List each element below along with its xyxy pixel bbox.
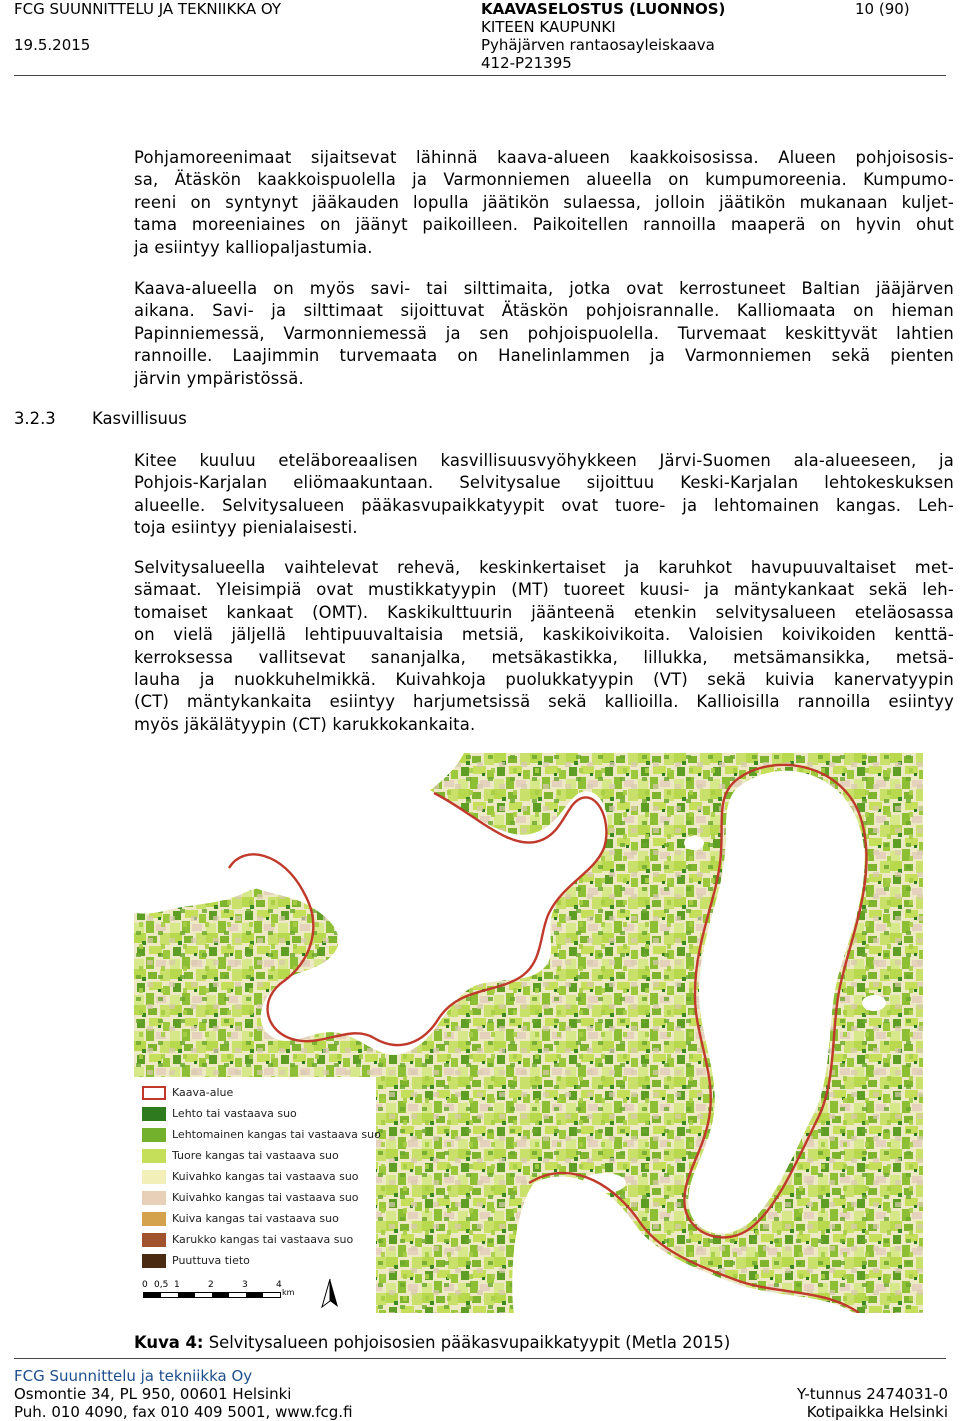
footer-divider [14, 1358, 946, 1359]
legend-swatch [142, 1191, 166, 1205]
header-divider [14, 75, 946, 76]
header-date: 19.5.2015 [14, 36, 91, 54]
header-doc-type: KAAVASELOSTUS (LUONNOS) [481, 0, 726, 18]
map-legend: Kaava-alue Lehto tai vastaava suo Lehtomainen kangas tai vastaava suo Tuore kangas tai vastaava suo Kuivahko kangas tai vastaava suo Kuivahko kangas tai vastaava suo Kuiva kangas tai vastaava suo Karukko kangas tai vastaava suo Puuttuva tieto 0 0,5 1 2 3 4 km [134, 1077, 376, 1313]
north-arrow-icon [318, 1277, 342, 1313]
header-company: FCG SUUNNITTELU JA TEKNIIKKA OY [14, 0, 282, 18]
caption-label: Kuva 4: [134, 1333, 204, 1352]
legend-swatch [142, 1107, 166, 1121]
legend-swatch [142, 1086, 166, 1100]
legend-swatch [142, 1254, 166, 1268]
section-title: Kasvillisuus [92, 409, 187, 428]
header-municipality: KITEEN KAUPUNKI [481, 18, 616, 36]
legend-swatch [142, 1212, 166, 1226]
footer-domicile: Kotipaikka Helsinki [806, 1403, 948, 1421]
legend-swatch [142, 1170, 166, 1184]
section-number: 3.2.3 [14, 409, 56, 428]
caption-text: Selvitysalueen pohjoisosien pääkasvupaikkatyypit (Metla 2015) [208, 1333, 731, 1352]
footer-company: FCG Suunnittelu ja tekniikka Oy [14, 1367, 253, 1385]
legend-swatch [142, 1149, 166, 1163]
figure-caption [134, 1332, 730, 1354]
footer-business-id: Y-tunnus 2474031-0 [796, 1385, 948, 1403]
paragraph-vegetation-1: Kitee kuuluu eteläboreaalisen kasvillisuusvyöhykkeen Järvi-Suomen ala-alueeseen, ja Pohjois-Karjalan eliömaakuntaan. Selvitysalue sijoittuu Keski-Karjalan lehtokeskuksen alueelle. Selvitysalueen pääkasvupaikkatyypit ovat tuore- ja lehtomainen kangas. Leh- toja esiintyy pienialaisesti. [134, 451, 954, 538]
legend-swatch [142, 1128, 166, 1142]
header-project-no: 412-P21395 [481, 54, 572, 72]
scale-bar: 0 0,5 1 2 3 4 km [142, 1280, 295, 1297]
header-plan-name: Pyhäjärven rantaosayleiskaava [481, 36, 715, 54]
footer-address: Osmontie 34, PL 950, 00601 Helsinki [14, 1385, 292, 1403]
vegetation-map [134, 753, 923, 1313]
paragraph-vegetation-2: Selvitysalueella vaihtelevat rehevä, keskinkertaiset ja karuhkot havupuuvaltaiset met- sämaat. Yleisimpiä ovat mustikkatyypin (MT) tuoreet kuusi- ja mäntykankaat sekä leh- tomaiset kankaat (OMT). Kaskikulttuurin jäänteenä etenkin selvitysalueen eteläosassa on vielä jäljellä lehtipuuvaltaisia metsiä, kaskikoivikoita. Valoisien koivikoiden kenttä- kerroksessa vallitsevat sananjalka, metsäkastikka, lillukka, metsämansikka, metsä- lauha ja nuokkuhelmikkä. Kuivahkoja puolukkatyypin (VT) sekä kuivia kanervatyypin (CT) mäntykankaita esiintyy harjumetsissä sekä kallioilla. Kallioisilla rannoilla esiintyy myös jäkälätyypin (CT) karukkokankaita. [134, 558, 954, 734]
paragraph-soil-1: Pohjamoreenimaat sijaitsevat lähinnä kaava-alueen kaakkoisosissa. Alueen pohjoisosis- sa, Ätäskön kaakkoispuolella ja Varmonniemen alueella on kumpumoreenia. Kumpumo- reeni on syntynyt jääkauden lopulla jäätikön sulaessa, jolloin jäätikön mukanaan kuljet- tama moreeniaines on jäänyt paikoilleen. Paikoitellen rannoilla maaperä on hyvin ohut ja esiintyy kalliopaljastumia. [134, 148, 954, 257]
page-number: 10 (90) [855, 0, 910, 18]
paragraph-soil-2: Kaava-alueella on myös savi- tai silttimaita, jotka ovat kerrostuneet Baltian jääjärven aikana. Savi- ja silttimaat sijoittuvat Ätäskön pohjoisrannalle. Kalliomaata on hieman Papinniemessä, Varmonniemessä ja sen pohjoispuolella. Turvemaat keskittyvät lahtien rannoille. Laajimmin turvemaata on Hanelinlammen ja Varmonniemen sekä pienten järvin ympäristössä. [134, 279, 954, 388]
footer-contact: Puh. 010 4090, fax 010 409 5001, www.fcg.fi [14, 1403, 353, 1421]
legend-swatch [142, 1233, 166, 1247]
